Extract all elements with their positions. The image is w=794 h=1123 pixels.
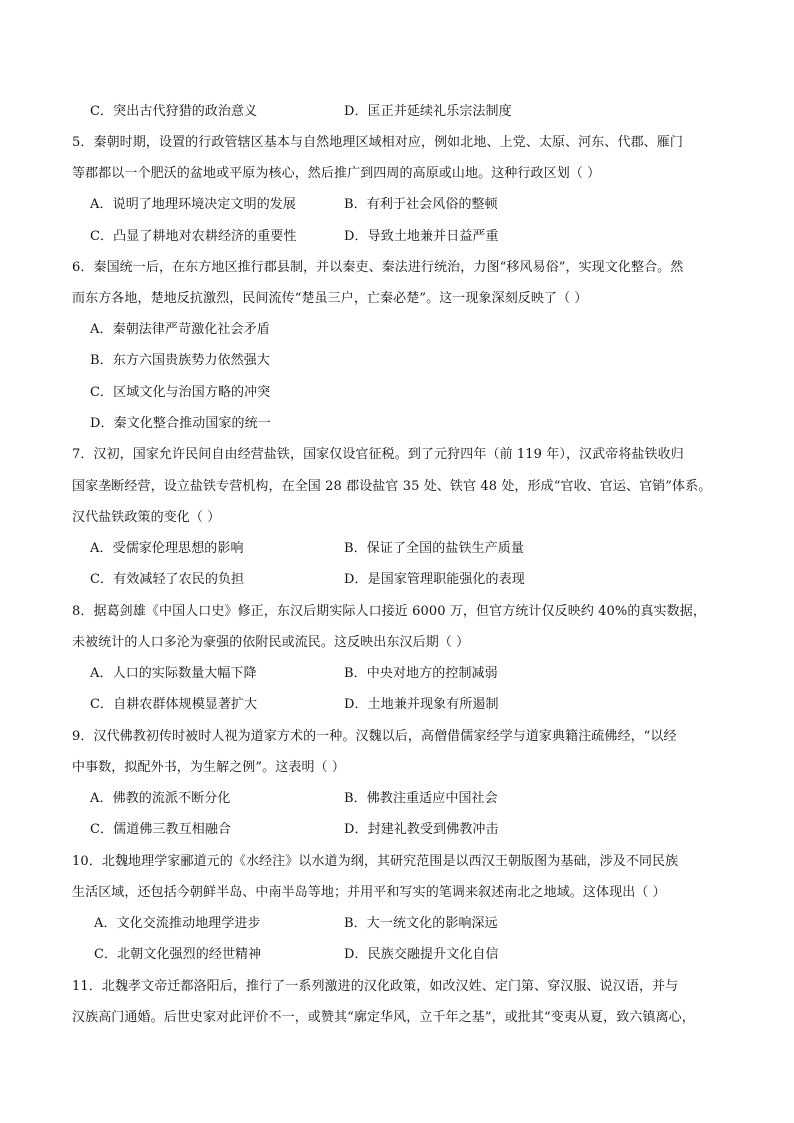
q7-option-c[interactable]: C．有效减轻了农民的负担	[90, 572, 245, 587]
q9-option-d[interactable]: D．封建礼教受到佛教冲击	[344, 822, 499, 837]
q9-option-c[interactable]: C．儒道佛三教互相融合	[90, 822, 232, 837]
q11-stem-line-1: 11．北魏孝文帝迁都洛阳后，推行了一系列激进的汉化政策，如改汉姓、定门第、穿汉服、说汉语，并与	[72, 979, 679, 994]
q7-stem-line-1: 7．汉初，国家允许民间自由经营盐铁，国家仅设官征税。到了元狩四年（前 119 年），汉武帝将盐铁收归	[72, 447, 684, 462]
q7-option-b[interactable]: B．保证了全国的盐铁生产质量	[344, 541, 524, 556]
q4-option-d[interactable]: D．匡正并延续礼乐宗法制度	[344, 104, 512, 119]
q9-stem-line-2: 中事数，拟配外书，为生解之例”。这表明（ ）	[72, 760, 345, 775]
q7-option-d[interactable]: D．是国家管理职能强化的表现	[344, 572, 525, 587]
q9-option-a[interactable]: A．佛教的流派不断分化	[90, 791, 231, 806]
q5-option-a[interactable]: A．说明了地理环境决定文明的发展	[90, 197, 296, 212]
q5-stem-line-1: 5．秦朝时期，设置的行政管辖区基本与自然地理区域相对应，例如北地、上党、太原、河东、代郡、雁门	[72, 135, 683, 150]
q10-stem-line-2: 生活区域，还包括今朝鲜半岛、中南半岛等地；并用平和写实的笔调来叙述南北之地域。这体现出（ ）	[72, 885, 666, 900]
q9-option-b[interactable]: B．佛教注重适应中国社会	[344, 791, 498, 806]
q8-stem-line-1: 8．据葛剑雄《中国人口史》修正，东汉后期实际人口接近 6000 万，但官方统计仅反映约 40%的真实数据，	[72, 604, 706, 619]
q7-stem-line-2: 国家垄断经营，设立盐铁专营机构，在全国 28 郡设盐官 35 处、铁官 48 处，形成“官收、官运、官销”体系。	[72, 479, 712, 494]
q4-option-c[interactable]: C．突出古代狩猎的政治意义	[90, 104, 258, 119]
q8-option-b[interactable]: B．中央对地方的控制减弱	[344, 666, 498, 681]
q10-option-d[interactable]: D．民族交融提升文化自信	[344, 947, 499, 962]
q5-option-c[interactable]: C．凸显了耕地对农耕经济的重要性	[90, 229, 297, 244]
q7-stem-line-3: 汉代盐铁政策的变化（ ）	[72, 510, 221, 525]
q8-option-d[interactable]: D．土地兼并现象有所遏制	[344, 697, 499, 712]
q10-option-c[interactable]: C．北朝文化强烈的经世精神	[94, 947, 262, 962]
q5-option-b[interactable]: B．有利于社会风俗的整顿	[344, 197, 498, 212]
q6-option-d[interactable]: D．秦文化整合推动国家的统一	[90, 416, 271, 431]
q11-stem-line-2: 汉族高门通婚。后世史家对此评价不一，或赞其“廓定华风，立千年之基”，或批其“变夷从夏，致六镇离心，	[72, 1010, 695, 1025]
q8-option-a[interactable]: A．人口的实际数量大幅下降	[90, 666, 257, 681]
q5-option-d[interactable]: D．导致土地兼并日益严重	[344, 229, 499, 244]
q10-option-b[interactable]: B．大一统文化的影响深远	[344, 916, 498, 931]
q5-stem-line-2: 等郡都以一个肥沃的盆地或平原为核心，然后推广到四周的高原或山地。这种行政区划（ ）	[72, 166, 601, 181]
q6-option-a[interactable]: A．秦朝法律严苛激化社会矛盾	[90, 322, 270, 337]
q6-stem-line-1: 6．秦国统一后，在东方地区推行郡县制，并以秦吏、秦法进行统治，力图“移风易俗”，实现文化整合。然	[72, 260, 684, 275]
q6-option-b[interactable]: B．东方六国贵族势力依然强大	[90, 353, 270, 368]
q8-option-c[interactable]: C．自耕农群体规模显著扩大	[90, 697, 258, 712]
q6-option-c[interactable]: C．区域文化与治国方略的冲突	[90, 385, 271, 400]
q10-stem-line-1: 10．北魏地理学家郦道元的《水经注》以水道为纲，其研究范围是以西汉王朝版图为基础，涉及不同民族	[72, 854, 679, 869]
q10-option-a[interactable]: A．文化交流推动地理学进步	[94, 916, 261, 931]
q6-stem-line-2: 而东方各地，楚地反抗激烈，民间流传“楚虽三户，亡秦必楚”。这一现象深刻反映了（ ）	[72, 291, 588, 306]
q7-option-a[interactable]: A．受儒家伦理思想的影响	[90, 541, 244, 556]
q8-stem-line-2: 未被统计的人口多沦为豪强的依附民或流民。这反映出东汉后期（ ）	[72, 635, 470, 650]
q9-stem-line-1: 9．汉代佛教初传时被时人视为道家方术的一种。汉魏以后，高僧借儒家经学与道家典籍注疏佛经，“以经	[72, 729, 677, 744]
